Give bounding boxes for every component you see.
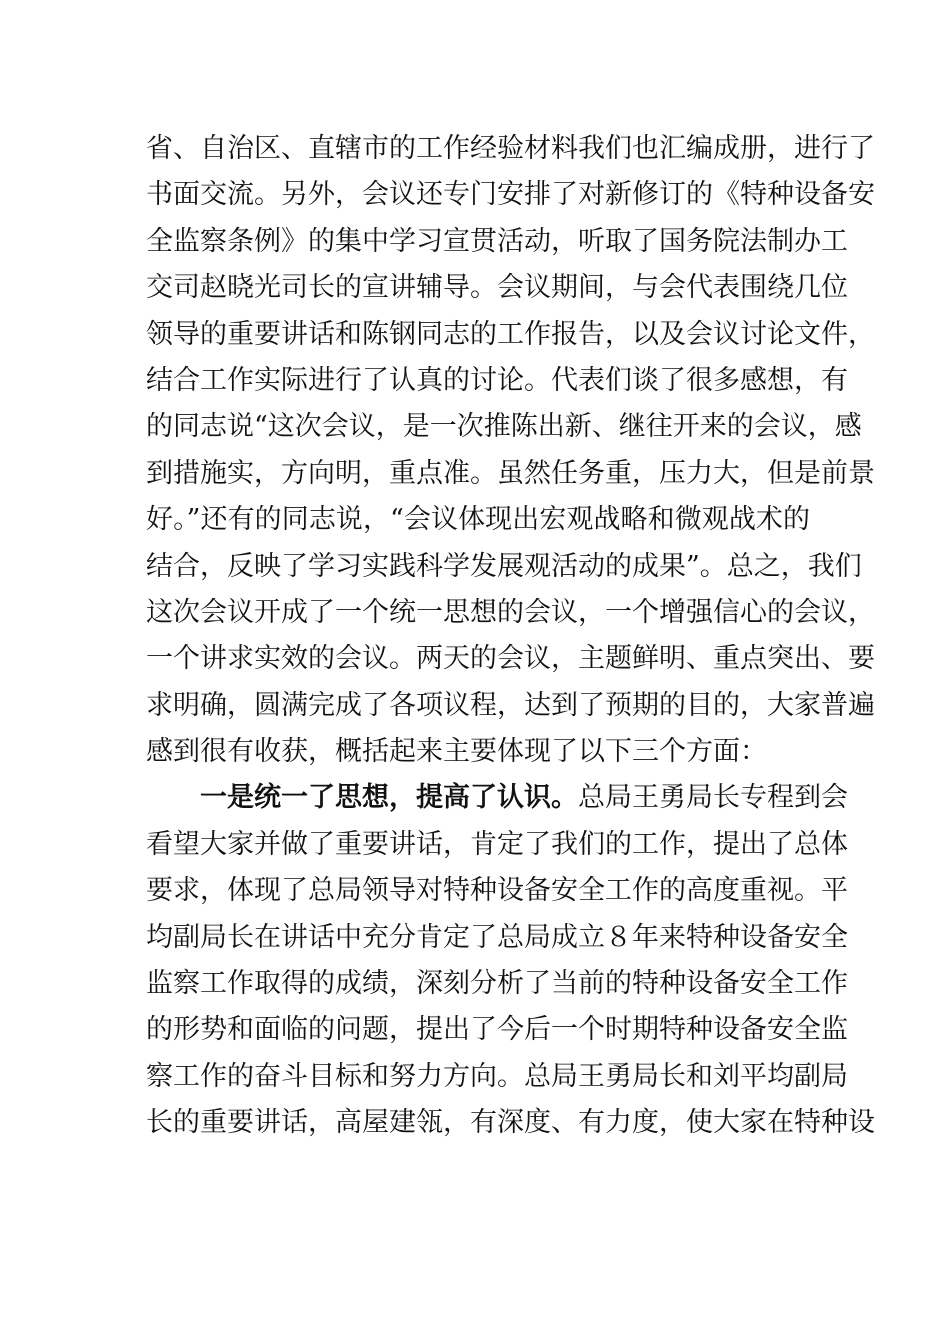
paragraph-1-line-9: 好。”还有的同志说，“会议体现出宏观战略和微观战术的 [146,504,810,536]
paragraph-2-first-line-rest: 总局王勇局长专程到会 [578,782,848,814]
paragraph-2-line-8: 长的重要讲话，高屋建瓴，有深度、有力度，使大家在特种设 [146,1107,875,1139]
paragraph-1-line-12: 一个讲求实效的会议。两天的会议，主题鲜明、重点突出、要 [146,643,875,675]
paragraph-1-line-3: 全监察条例》的集中学习宣贯活动，听取了国务院法制办工 [146,225,848,257]
paragraph-2-line-3: 要求，体现了总局领导对特种设备安全工作的高度重视。平 [146,875,848,907]
paragraph-1-line-4: 交司赵晓光司长的宣讲辅导。会议期间，与会代表围绕几位 [146,272,848,304]
paragraph-1-line-7: 的同志说“这次会议，是一次推陈出新、继往开来的会议，感 [146,411,862,443]
paragraph-2-line-5: 监察工作取得的成绩，深刻分析了当前的特种设备安全工作 [146,968,848,1000]
paragraph-1-line-5: 领导的重要讲话和陈钢同志的工作报告，以及会议讨论文件， [146,318,875,350]
paragraph-1-line-2: 书面交流。另外，会议还专门安排了对新修订的《特种设备安 [146,179,875,211]
paragraph-1-line-11: 这次会议开成了一个统一思想的会议，一个增强信心的会议， [146,596,875,628]
paragraph-1-line-14: 感到很有收获，概括起来主要体现了以下三个方面： [146,736,767,768]
paragraph-1-line-8: 到措施实，方向明，重点准。虽然任务重，压力大，但是前景 [146,457,875,489]
paragraph-2-heading: 一是统一了思想，提高了认识。 [200,782,578,814]
paragraph-2-first-line [146,775,848,821]
paragraph-1-line-13: 求明确，圆满完成了各项议程，达到了预期的目的，大家普遍 [146,689,875,721]
paragraph-2-line-7: 察工作的奋斗目标和努力方向。总局王勇局长和刘平均副局 [146,1060,848,1092]
paragraph-1-line-1: 省、自治区、直辖市的工作经验材料我们也汇编成册，进行了 [146,133,875,164]
paragraph-1-line-6: 结合工作实际进行了认真的讨论。代表们谈了很多感想，有 [146,364,848,396]
paragraph-2-line-2: 看望大家并做了重要讲话，肯定了我们的工作，提出了总体 [146,828,848,860]
paragraph-2-line-4: 均副局长在讲话中充分肯定了总局成立８年来特种设备安全 [146,921,848,953]
body-text [146,126,875,1147]
paragraph-2-line-6: 的形势和面临的问题，提出了今后一个时期特种设备安全监 [146,1014,848,1046]
paragraph-1-line-10: 结合，反映了学习实践科学发展观活动的成果”。总之，我们 [146,550,862,582]
